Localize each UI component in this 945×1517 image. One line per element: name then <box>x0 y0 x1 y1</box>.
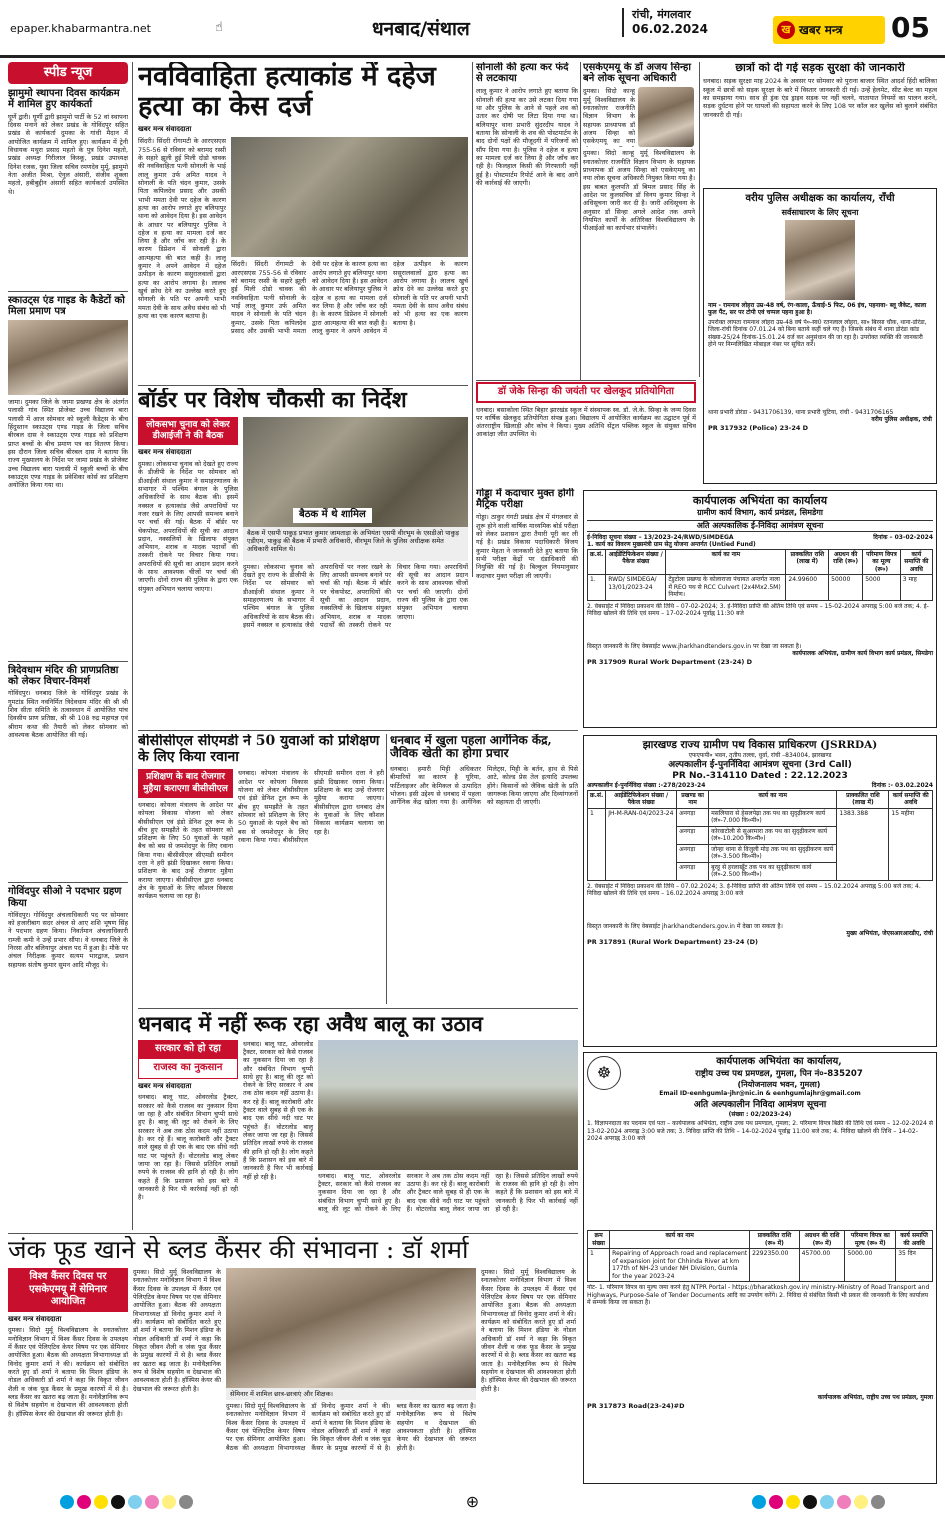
police-phones: थाना प्रभारी डोरंडा - 9431706139, थाना प्रभारी चुटिया, रांची - 9431706165 <box>708 408 894 416</box>
table-header: आईडेंटिफिकेशन संख्या / पैकेज संख्या <box>606 790 677 808</box>
nh-notice-title: कार्यपालक अभियंता का कार्यालय, <box>716 1056 842 1068</box>
divider <box>8 661 128 662</box>
table-cell: 2292350.00 <box>750 1249 799 1282</box>
nh-notice-signature: कार्यपालक अभियंता, राष्ट्रीय उच्च पथ प्रमंडल, गुमला <box>817 1394 933 1402</box>
sand-text-more: धनबाद। बालू घाट, ओवरलोड ट्रैक्टर, सरकार को कैसे राजस्व का नुकसान दिया जा रहा है और संबंधित विभाग चुप्पी साधे हुए है। बालू की लूट को रोकने के लिए सरकार ने अब तक ठोस कदम नहीं उठाया है। कर रहे हैं। बालू कारोबारी और ट्रैक्टर वाले सुबह से ही एक के बाद एक सीधे नदी घाट पर पहुंचते हैं। वोटरलोड बालू लेकर जाया जा रहा है। जिससे प्रतिदिन लाखों रुपये के राजस्व की हानि हो रही है। लोग कहते हैं कि प्रशासन को इस बारे में जानकारी है फिर भी कार्रवाई नहीं हो रही है। <box>318 1171 578 1213</box>
speed-news-headline: गोविंदपुर सीओ ने पदभार ग्रहण किया <box>8 886 122 909</box>
rural-notice-dept: ग्रामीण कार्य विभाग, कार्य प्रमंडल, सिमडेगा <box>697 507 823 517</box>
ajay-headline: एसकेएमयू के डॉ अजय सिन्हा बने लोक सूचना अधिकारी <box>583 62 691 85</box>
lead-headline: नवविवाहिता हत्याकांड में दहेज हत्या का केस दर्ज <box>138 62 436 123</box>
sand-text: धनबाद। बालू घाट, ओवरलोड ट्रैक्टर, सरकार को कैसे राजस्व का नुकसान दिया जा रहा है और संबंधित विभाग चुप्पी साधे हुए है। बालू की लूट को रोकने के लिए सरकार ने अब तक ठोस कदम नहीं उठाया है। कर रहे हैं। बालू कारोबारी और ट्रैक्टर वाले सुबह से ही एक के बाद एक सीधे नदी घाट पर पहुंचते हैं। वोटरलोड बालू लेकर जाया जा रहा है। जिससे प्रतिदिन लाखों रुपये के राजस्व की हानि हो रही है। लोग कहते हैं कि प्रशासन को इस बारे में जानकारी है फिर भी कार्रवाई नहीं हो रही है। <box>138 1093 238 1202</box>
lead-story <box>138 62 468 382</box>
table-cell: टेंडुटोला प्रखण्ड के कोलाराजा पंचायत अन्तर्गत नाला में REO पथ से RCC Culvert (2x4Mx2.5M) निर्माण। <box>666 575 786 601</box>
table-cell: अनगड़ा <box>677 826 709 844</box>
table-cell: RWD/ SIMDEGA/ 13/01/2023-24 <box>606 575 666 601</box>
column-rule <box>472 62 473 577</box>
junk-food-story <box>8 1236 578 1484</box>
column-rule <box>699 62 700 377</box>
table-row <box>588 808 933 826</box>
jsrrda-address: एफएफपी० भवन, तृतीय तल्ला, धुर्वा, रांची –834004, झारखण्ड <box>688 752 832 760</box>
organic-story <box>390 734 578 1004</box>
ajay-text: दुमका। सिदो कान्हू मुर्मू विश्वविद्यालय के स्नातकोत्तर राजनीति विज्ञान विभाग के सहायक प्राध्यापक डॉ अजय सिन्हा को एसकेएमयू का नया लोक सूचना अधिकारी नियुक्त किया गया है। इस बाबत कुलपति डॉ बिमल प्रसाद सिंह के आदेश पर कुलसचिव डॉ विनय कुमार सिन्हा ने अधिसूचना जारी कर दी है। जारी अधिसूचना के अनुसार डॉ सिन्हा अगले आदेश तक अपने नियमित कार्यों के अतिरिक्त विश्वविद्यालय के पीआईओ का कार्यभार संभालेंगे। <box>583 149 695 233</box>
border-meeting-photo <box>243 417 468 527</box>
table-cell: अनगड़ा <box>677 808 709 826</box>
junk-food-headline: जंक फूड खाने से ब्लड कैंसर की संभावना : डॉ शर्मा <box>8 1236 469 1264</box>
nh-notice-call: अति अल्पकालीन निविदा आमंत्रण सूचना <box>693 1099 827 1110</box>
table-cell: 3 माह <box>900 575 932 601</box>
site-url[interactable]: epaper.khabarmantra.net <box>10 22 151 35</box>
speed-news-headline: त्रिदेवधाम मंदिर की प्राणप्रतिष्ठा को लेकर विचार-विमर्श <box>8 665 119 688</box>
road-safety-story <box>703 62 937 182</box>
sand-text-continued: धनबाद। बालू घाट, ओवरलोड ट्रैक्टर, सरकार को कैसे राजस्व का नुकसान दिया जा रहा है और संबंधित विभाग चुप्पी साधे हुए है। बालू की लूट को रोकने के लिए सरकार ने अब तक ठोस कदम नहीं उठाया है। कर रहे हैं। बालू कारोबारी और ट्रैक्टर वाले सुबह से ही एक के बाद एक सीधे नदी घाट पर पहुंचते हैं। वोटरलोड बालू लेकर जाया जा रहा है। जिससे प्रतिदिन लाखों रुपये के राजस्व की हानि हो रही है। लोग कहते हैं कि प्रशासन को इस बारे में जानकारी है फिर भी कार्रवाई नहीं हो रही है। <box>243 1039 313 1181</box>
junk-food-text-continued: दुमका। सिदो मुर्मू विश्वविद्यालय के स्नातकोत्तर मनोविज्ञान विभाग में विश्व कैंसर दिवस के उपलक्ष्य में कैंसर एवं पेलिएटिव केयर विषय पर एक सेमिनार आयोजित हुआ। बैठक की अध्यक्षता विभागाध्यक्ष डॉ विनोद कुमार शर्मा ने की। कार्यक्रम को संबोधित करते हुए डॉ शर्मा ने बताया कि मिशन इंडिया के नोडल अधिकारी डॉ शर्मा ने कहा कि विकृत जीवन शैली व जंक फूड कैंसर के प्रमुख कारणों में से है। ब्लड कैंसर का खतरा बढ़ जाता है। मनोवैज्ञानिक रूप से विशेष सहयोग व देखभाल की आवश्यकता होती है। हॉस्पिस केयर की देखभाल की जरूरत होती है। <box>133 1268 221 1393</box>
jsrrda-tender-notice <box>583 735 937 1047</box>
table-cell: 24.99600 <box>786 575 829 601</box>
sand-byline: खबर मन्त्र संवाददाता <box>138 1081 192 1090</box>
rural-notice-scheme: 1. कार्य का विवरण मुख्यमंत्री ग्राम सेतु योजना अन्तर्गत (Untied Fund) <box>587 541 756 549</box>
nh-notice-dept2: (नियोजनालय भवन, गुमला) <box>737 1079 821 1089</box>
ajay-text-lead: दुमका। सिदो कान्हू मुर्मू विश्वविद्यालय के स्नातकोत्तर राजनीति विज्ञान विभाग के सहायक प्राध्यापक डॉ अजय सिन्हा को एसकेएमयू का नया <box>583 87 635 146</box>
table-header: प्राक्कलित राशि (लाख में) <box>786 549 829 575</box>
table-header: क्र.सं. <box>588 549 606 575</box>
table-cell: 45700.00 <box>799 1249 845 1282</box>
speed-news-text: गोविंदपुर। धनबाद जिले के गोविंदपुर प्रखंड के गुमटांड स्थित नवनिर्मित त्रिदेवधाम मंदिर की श्री श्री शिव सीता समिति के तत्वावधान में आयोजित पांच दिवसीय प्राण प्रतिष्ठा, श्री श्री 108 रुद्र महायज्ञ एवं श्रीराम कथा की तैयारी को लेकर सोमवार को आवश्यक बैठक आयोजित की गई। <box>8 689 128 740</box>
column-rule <box>386 734 387 1004</box>
table-cell: 1383.388 <box>837 808 889 880</box>
nh-notice-schedule: 1. विज्ञापनदाता का पदनाम एवं पता – कार्यपालक अभियंता, राष्ट्रीय उच्च पथ प्रमण्डल, गुमला; 2. परिमाण विपत्र बिक्री की तिथि एवं समय – 12-02-2024 से 13-02-2024 अपराह्न 3:00 बजे तक; 3. निविदा प्राप्ति की तिथि – 14-02-2024 पूर्वाह्न 11:00 बजे तक; 4. निविदा खोलने की तिथि – 14-02-2024 अपराह्न 3:00 बजे <box>587 1120 933 1143</box>
table-header: आईडेंटिफिकेशन संख्या / पैकेज संख्या <box>606 549 666 575</box>
table-header-row <box>588 1231 933 1249</box>
jk-sinha-text: धनबाद। बसाकोला स्थित बिहार झारखंड स्कूल में संस्थापक स्व. डॉ. जे.के. सिन्हा के जन्म दिवस पर वार्षिक खेलकूद प्रतियोगिता संपन्न हुआ। विद्यालय में आयोजित कार्यक्रम का उद्घाटन पूर्व में अंतरराष्ट्रीय खिलाड़ी और कोच ने किया। मुख्य अतिथि सेंट्रल पब्लिक स्कूल के संयुक्त सचिव आकांक्षा जीत उपस्थित थे। <box>476 405 696 439</box>
lead-byline: खबर मन्त्र संवाददाता <box>138 125 192 134</box>
jsrrda-call: अल्पकालीन ई-पुनर्निविदा आमंत्रण सूचना (3rd Call) <box>668 759 852 770</box>
organic-text: धनबाद। हमारी मिट्टी अधिकतर बीमारियों का कारण है यूरिया, फर्टिलाइजर और केमिकल से उत्पादित भोजन। इसी उद्देश्य से धनबाद में पहला आर्गेनिक केंद्र खोला गया है। आर्गेनिक मिलेट्स, मिट्टी के बर्तन, हाथ से पिसे आटे, कोल्ड प्रेस तेल इत्यादि उपलब्ध होंगे। किसानों को जैविक खेती के प्रति जागरूक किया जाएगा और दिव्यांगजनों को सहायता दी जाएगी। <box>390 764 578 807</box>
table-row <box>588 575 933 601</box>
speed-news-headline: झामुमो स्थापना दिवस कार्यक्रम में शामिल हुए कार्यकर्ता <box>8 88 120 111</box>
speed-news-text: गोविंदपुर। गोविंदपुर अंचलाधिकारी पद पर सोमवार को हजारीबाग सदर अंचल से आए शशि भूषण सिंह ने पदभार ग्रहण किया। निवर्तमान अंचलाधिकारी राम्जी कमी ने उन्हें प्रभार सौंपा। वे धनबाद जिले के निरसा और बलियापुर अंचल पद में हुआ है। मौके पर अंचल निरीक्षक कुमार सत्यम भारद्वाज, प्रधान सहायक संतोष कुमार सुमन आदि मौजूद थे। <box>8 910 128 969</box>
sand-story <box>138 1012 578 1230</box>
nh-notice-pr: PR 317873 Road(23-24)#D <box>587 1401 685 1410</box>
table-cell: 1 <box>588 808 606 880</box>
scouts-photo <box>8 320 128 395</box>
row-rule <box>8 1233 578 1234</box>
jsrrda-date: दिनांक :- 03.02.2024 <box>871 782 933 790</box>
speed-news-column <box>8 62 128 1232</box>
jsrrda-dates: 2. वेबसाईट में निविदा प्रकाशन की तिथि – 07.02.2024; 3. ई-निविदा प्राप्ति की अंतिम तिथि एवं समय – 15.02.2024 अपराह्न 5:00 बजे तक; 4. निविदा खोलने की तिथि एवं समय – 16.02.2024 अपराह्न 3:00 बजे <box>587 882 921 898</box>
table-cell: कोरवाटोली से सुअरमारा तक पथ का सुदृढ़ीकरण कार्य (लं०-10.200 कि०मी०) <box>709 826 837 844</box>
table-cell: मसलियारा से हेसलपेढ़ा तक पथ का सुदृढ़ीकरण कार्य (लं०-7.000 कि०मी०) <box>709 808 837 826</box>
page-number: 05 <box>891 11 930 44</box>
ajay-portrait <box>638 87 694 147</box>
table-cell: 5000.00 <box>845 1249 896 1282</box>
police-notice-subtitle: सर्वसाधारण के लिए सूचना <box>781 207 859 217</box>
rural-notice-dates: 2. वेबसाईट में निविदा प्रकाशन की तिथि – 07-02-2024; 3. ई-निविदा प्राप्ति की अंतिम तिथि एवं समय – 15-02-2024 अपराह्न 5:00 बजे तक; 4. ई-निविदा खोलने की तिथि एवं समय – 17-02-2024 पूर्वाह्न 11:30 बजे <box>587 602 929 618</box>
sand-subheadline-2: राजस्व का नुकसान <box>138 1058 238 1079</box>
jsrrda-website[interactable]: विस्तृत जानकारी के लिए वेबसाईट jharkhandtenders.gov.in में देखा जा सकता है। <box>587 922 783 930</box>
sonali-story <box>476 62 578 380</box>
border-subheadline: लोकसभा चुनाव को लेकर डीआईजी ने की बैठक <box>138 417 238 446</box>
table-header: कार्य का नाम <box>709 790 837 808</box>
sand-subheadline-1: सरकार को हो रहा <box>138 1040 238 1059</box>
divider <box>8 882 128 883</box>
city-day: रांची, मंगलवार <box>632 8 691 21</box>
jk-sinha-headline: डॉ जेके सिन्हा की जयंती पर खेलकूद प्रतियोगिता <box>476 382 696 403</box>
police-pr-number: PR 317932 (Police) 23-24 D <box>708 423 809 432</box>
table-cell: 5000 <box>863 575 901 601</box>
seminar-caption: सेमिनार में शामिल छात्र-छात्राएं और शिक्षक। <box>226 1388 476 1400</box>
jsrrda-table <box>587 790 933 881</box>
table-cell: Repairing of Approach road and replacement of expansion joint for Chhinda River at km 177th of NH-23 under NH Division, Gumla for the year 2023-24 <box>610 1249 750 1282</box>
godda-story <box>476 488 578 728</box>
table-cell: 1 <box>588 1249 610 1282</box>
jsrrda-pr-no: PR No.-314110 Dated : 22.12.2023 <box>672 770 848 781</box>
table-header-row <box>588 549 933 575</box>
table-header: प्राक्कलित राशि (लाख में) <box>837 790 889 808</box>
speed-news-item <box>8 665 128 879</box>
ajay-story <box>583 62 695 380</box>
table-header: कार्य का नाम <box>666 549 786 575</box>
lead-text-continued: सिंदरी। सिंदरी रोंगामटी के आरएसएस 755-56 से रविवार को बरामद रस्सी के सहारे झूली हुई मिली दोडो चावक की नवविवाहिता पत्नी सोनाली के भाई लालू कुमार उर्फ अमित यादव ने सोनाली के पति चंदन कुमार, उसके पिता कपिलदेव प्रसाद और उसकी भाभी ममता देवी पर दहेज के कारण हत्या का आरोप लगाते हुए बलियापुर थाना को आवेदन दिया है। इस आवेदन के आधार पर बलियापुर पुलिस ने दहेज व हत्या का मामला दर्ज कर लिया है और जाँच कर रही है। के कारण डिप्रेशन में सोनाली द्वारा आत्महत्या की बात कही है। लालू कुमार ने अपने आवेदन में दहेज उत्पीड़न के कारण ससुरालवालों द्वारा हत्या का आरोप लगाया है। लालच खुर्च क्रोध देने का उल्लेख करते हुए सोनाली के पति पर अपनी भाभी ममता देवी के साथ अवैध संबंध को भी हत्या का एक कारण बताया है। <box>231 260 468 335</box>
jsrrda-ref: अल्पकालीन ई-पुनर्निविदा संख्या :-278/2023-24 <box>587 782 706 790</box>
nh-notice-ref: (संख्या : 02/2023-24) <box>728 1110 792 1118</box>
column-rule <box>580 62 581 380</box>
junk-food-subheadline: विश्व कैंसर दिवस पर एसकेएमयू में सेमिनार आयोजित <box>8 1268 128 1312</box>
date-box <box>622 8 762 37</box>
speed-news-item <box>8 295 128 658</box>
organic-headline: धनबाद में खुला पहला आर्गेनिक केंद्र, जैविक खेती का होगा प्रचार <box>390 734 552 761</box>
jsrrda-pr: PR 317891 (Rural Work Department) 23-24 (D) <box>587 937 759 946</box>
border-photo-caption: बैठक में एसपी पाकुड़ प्रभात कुमार जामताड़ा के अभियंता एसपी वीरभूम के एसडीओ पाकुड़ एडीएम, पाकुड़ की बैठक में प्रभारी अधिकारी, वीरभूम जिले के पुलिस अधीक्षक समेत अधिकारी शामिल थे। <box>243 527 468 561</box>
speed-news-text: घूर्णे द्वारी। घूर्णी द्वारी झामुमो पार्टी के 52 वां स्थापना दिवस मनाने को लेकर प्रखंड के गोविंदपुर सहित प्रखंड से कार्यकर्ता दुमका के गांधी मैदान में आयोजित कार्यक्रम में शामिल हुए। कार्यक्रम में ट्रेनी विधायक मथुरा प्रसाद महतो के पुत्र दिनेश महतो, प्रखंड अध्यक्ष गिरीलाल किस्कू, प्रखंड उपाध्यक्ष दिनेश रजक, युवा जिला सचिव रमणदेव मुर्मू, झामुमो नेता अजीत मिश्रा, ऐनुल अंसारी, संजीव शुक्ला महतो, हबीबुद्दीन अंसारी सहित कार्यकर्ता उपस्थित थे। <box>8 112 128 196</box>
print-registration-bar <box>0 1487 945 1517</box>
border-byline: खबर मन्त्र संवाददाता <box>138 448 192 457</box>
speed-news-item <box>8 886 128 1070</box>
row-rule <box>138 1008 578 1009</box>
table-cell: 50000 <box>829 575 863 601</box>
junk-food-text: दुमका। सिदो मुर्मू विश्वविद्यालय के स्नातकोत्तर मनोविज्ञान विभाग में विश्व कैंसर दिवस के उपलक्ष्य में कैंसर एवं पेलिएटिव केयर विषय पर एक सेमिनार आयोजित हुआ। बैठक की अध्यक्षता विभागाध्यक्ष डॉ विनोद कुमार शर्मा ने की। कार्यक्रम को संबोधित करते हुए डॉ शर्मा ने बताया कि मिशन इंडिया के नोडल अधिकारी डॉ शर्मा ने कहा कि विकृत जीवन शैली व जंक फूड कैंसर के प्रमुख कारणों में से है। ब्लड कैंसर का खतरा बढ़ जाता है। मनोवैज्ञानिक रूप से विशेष सहयोग व देखभाल की आवश्यकता होती है। हॉस्पिस केयर की देखभाल की जरूरत होती है। <box>8 1326 128 1418</box>
sand-headline: धनबाद में नहीं रूक रहा अवैध बालू का उठाव <box>138 1012 483 1036</box>
jsrrda-title: झारखण्ड राज्य ग्रामीण पथ विकास प्राधिकरण (JSRRDA) <box>642 739 878 751</box>
speed-news-headline: स्काउट्स एंड गाइड के कैडेटों को मिला प्रमाण पत्र <box>8 294 125 317</box>
border-story <box>138 388 468 713</box>
police-notice <box>703 188 937 484</box>
color-strip-left <box>60 1495 193 1509</box>
lead-photo <box>231 137 468 257</box>
rural-tender-table <box>587 549 933 601</box>
table-cell: अनगड़ा <box>677 844 709 862</box>
rural-tender-notice <box>583 490 937 728</box>
row-rule <box>476 380 696 381</box>
bccl-headline: बीसीसीएल सीएमडी ने 50 युवाओं को प्रशिक्षण के लिए किया रवाना <box>138 734 380 765</box>
color-strip-right <box>752 1495 885 1509</box>
table-cell: बुरहू से हरलाखूँट तक पथ का सुदृढ़ीकरण कार्य (लं०-2.500 कि०मी०) <box>709 862 837 880</box>
speed-news-badge: स्पीड न्यूज <box>8 62 128 84</box>
table-header: परिमाण विपत्र का मूल्य (रू० में) <box>845 1231 896 1249</box>
godda-headline: गोड्डा में कदाचार मुक्त होगी मैट्रिक परीक्षा <box>476 488 574 511</box>
divider <box>8 291 128 292</box>
nh-notice-notes: नोट- 1. परिमाण विपत्र का मूल्य जमा करने हेतु NTPR Portal - https://bharatkosh.gov.in/ ministry-Ministry of Road Transport and Highways, Purpose-Sale of Tender Documents आदि का उपयोग करेंगे। 2. निविदा से संबंधित किसी भी प्रकार की जानकारी के लिए कार्यालय में सम्पर्क किया जा सकता है। <box>587 1284 930 1307</box>
table-header: कार्य का नाम <box>610 1231 750 1249</box>
rural-notice-signature: कार्यपालक अभियंता, ग्रामीण कार्य विभाग कार्य प्रमंडल, सिमडेगा <box>792 650 933 658</box>
newspaper-logo <box>773 16 885 44</box>
row-rule <box>138 730 578 731</box>
emblem-icon: ☸ <box>587 1056 621 1090</box>
police-notice-title: वरीय पुलिस अधीक्षक का कार्यालय, राँची <box>745 193 895 204</box>
road-safety-text: धनबाद। सड़क सुरक्षा माह 2024 के अवसर पर सोमवार को पुराना बाजार स्थित आदर्श हिंदी बालिका स्कूल में छात्रों को सड़क सुरक्षा के बारे में विस्तार जानकारी दी गई। उन्हें हेलमेट, सीट बेल्ट का महत्व का समझाया गया। साथ ही ड्रंक एंड ड्राइव सड़क पर नहीं चलने, यातायात नियमों का पालन करने, सड़क दुर्घटना होने पर घायलों की सहायता करने के लिए 108 पर कॉल कर खुलेंस को बुलाने संबंधित जानकारी दी गई। <box>703 77 937 119</box>
sand-tractor-photo <box>318 1040 578 1170</box>
police-signature: वरीय पुलिस अधीक्षक, रांची <box>871 416 932 423</box>
table-header: परिमाण विपत्र का मूल्य (रू०) <box>863 549 901 575</box>
junk-food-byline: खबर मन्त्र संवाददाता <box>8 1314 62 1323</box>
table-header: कार्य समाप्ति की अवधि <box>900 549 932 575</box>
nh-tender-notice <box>583 1052 937 1484</box>
missing-person-details: नाम - रामनाथ लोहरा उम्र-48 वर्ष, रंग-काला, ऊँचाई-5 फिट, 06 इंच, पहनावा- ब्लू जैकेट, काला फुल पैंट, सर पर टोपी एवं चप्पल पहना हुआ है। <box>708 301 927 316</box>
rural-notice-title: कार्यपालक अभियंता का कार्यालय <box>692 494 828 507</box>
issue-date: 06.02.2024 <box>632 21 708 36</box>
road-safety-headline: छात्रों को दी गई सड़क सुरक्षा की जानकारी <box>735 62 905 74</box>
missing-person-photo <box>785 220 855 300</box>
table-header: कार्य समाप्ति की अवधि <box>896 1231 933 1249</box>
border-text: दुमका। लोकसभा चुनाव को देखते हुए राज्य के डीजीपी के निर्देश पर सोमवार को डीआईजी संथाल कुमार ने समाहरणालय के सभागार में पश्चिम बंगाल के पुलिस अधिकारियों के साथ बैठक की। इसमें नक्सल व हत्याकांड जैसे अपराधियों पर नजर रखने के लिए आपसी समन्वय बनाने पर चर्चा की गई। बैठक में बॉर्डर पर चेकपोस्ट, अपराधियों की सूची का आदान प्रदान, नक्सलियों के खिलाफ संयुक्त अभियान, शराब व मादक पदार्थों की तस्करी रोकने पर विचार किया गया। अपराधियों की सूची का आदान प्रदान करने के साथ आवश्यक चीजों पर चर्चा की जाएगी। दोनों राज्य की पुलिस के द्वारा एक संयुक्त अभियान चलाया जाएगा। <box>138 459 238 593</box>
godda-text: गोड्डा। ठाकुर गंगटी प्रखंड क्षेत्र में मंगलवार से शुरू होने वाली वार्षिक माध्यमिक बोर्ड परीक्षा को लेकर प्रशासन द्वारा तैयारी पूरी कर ली गई है। प्रखंड विकास पदाधिकारी विजय कुमार मेहता ने जानकारी देते हुए बताया कि सभी परीक्षा केंद्रों पर दंडाधिकारी की नियुक्ति की गई है। बिल्कुल नियमानुसार कदाचार मुक्त परीक्षा ली जाएगी। <box>476 513 578 580</box>
table-cell: जोन्हा थाना से विजुली मोड़ तक पथ का सुदृढ़ीकरण कार्य (लं०-3.500 कि०मी०) <box>709 844 837 862</box>
police-notice-text: उपरोक्त लापता रामनाथ लोहरा उम्र-48 वर्ष पे०-स्व0 रतनलाल लोहरा, सा० बिरसा चौक, थाना-डोरंडा, जिला-रांची दिनांक 07.01.24 को बिना बताये कहीं चले गए हैं। जिसके संबंध में थाना डोरंडा कांड संख्या-25/24 दिनांक-15.01.24 दर्ज कर अनुसंधान की जा रहा है। उपरोक्त व्यक्ति की जानकारी होने पर निम्नलिखित मोबाइल नंबर पर सूचित करें। <box>708 318 927 348</box>
table-header-row <box>588 790 933 808</box>
nh-notice-email[interactable]: Email ID-eenhgumla-jhr@nic.in & eenhgumlajhr@gmail.com <box>659 1090 861 1097</box>
sonali-text: लालू कुमार ने आरोप लगाते हुए बताया कि सोनाली की हत्या कर उसे लटका दिया गया था और पुलिस के आने से पहले शव को उतार कर दोषी पर लिटा दिया गया था। बलियापुर थाना प्रभारी सुंदरदीप यादव ने बताया कि सोनाली के शव की पोस्टमार्टम के बाद दोनों पक्षों की मौजूदगी में परिजनों को सौंप दिया गया है। पुलिस ने दहेज व हत्या का मामला दर्ज कर लिया है और जाँच कर रही है। फिलहाल किसी की गिरफ्तारी नहीं हुई है। पोस्टमार्टम रिपोर्ट आने के बाद आगे की कार्रवाई की जाएगी। <box>476 87 578 187</box>
lead-text: सिंदरी। सिंदरी रोंगामटी के आरएसएस 755-56 से रविवार को बरामद रस्सी के सहारे झूली हुई मिली दोडो चावक की नवविवाहिता पत्नी सोनाली के भाई लालू कुमार उर्फ अमित यादव ने सोनाली के पति चंदन कुमार, उसके पिता कपिलदेव प्रसाद और उसकी भाभी ममता देवी पर दहेज के कारण हत्या का आरोप लगाते हुए बलियापुर थाना को आवेदन दिया है। इस आवेदन के आधार पर बलियापुर पुलिस ने दहेज व हत्या का मामला दर्ज कर लिया है और जाँच कर रही है। के कारण डिप्रेशन में सोनाली द्वारा आत्महत्या की बात कही है। लालू कुमार ने अपने आवेदन में दहेज उत्पीड़न के कारण ससुरालवालों द्वारा हत्या का आरोप लगाया है। लालच खुर्च क्रोध देने का उल्लेख करते हुए सोनाली के पति पर अपनी भाभी ममता देवी के साथ अवैध संबंध को भी हत्या का एक कारण बताया है। <box>138 137 226 321</box>
cursor-icon: ☝ <box>215 20 223 35</box>
column-rule <box>132 62 133 1230</box>
bccl-story <box>138 734 384 1004</box>
rural-notice-call: अति अल्पकालिक ई-निविदा आमंत्रण सूचना <box>587 520 933 532</box>
table-header: अग्रधन की राशि (रू०) <box>829 549 863 575</box>
table-header: क्रम संख्या <box>588 1231 610 1249</box>
seminar-photo <box>226 1268 476 1388</box>
table-header: अग्रधन की राशि (रू० में) <box>799 1231 845 1249</box>
junk-food-text-more: दुमका। सिदो मुर्मू विश्वविद्यालय के स्नातकोत्तर मनोविज्ञान विभाग में विश्व कैंसर दिवस के उपलक्ष्य में कैंसर एवं पेलिएटिव केयर विषय पर एक सेमिनार आयोजित हुआ। बैठक की अध्यक्षता विभागाध्यक्ष डॉ विनोद कुमार शर्मा ने की। कार्यक्रम को संबोधित करते हुए डॉ शर्मा ने बताया कि मिशन इंडिया के नोडल अधिकारी डॉ शर्मा ने कहा कि विकृत जीवन शैली व जंक फूड कैंसर के प्रमुख कारणों में से है। ब्लड कैंसर का खतरा बढ़ जाता है। मनोवैज्ञानिक रूप से विशेष सहयोग व देखभाल की आवश्यकता होती है। हॉस्पिस केयर की देखभाल की जरूरत होती है। <box>226 1402 476 1452</box>
sonali-headline: सोनाली की हत्या कर फंदे से लटकाया <box>476 62 569 85</box>
border-text-continued: दुमका। लोकसभा चुनाव को देखते हुए राज्य के डीजीपी के निर्देश पर सोमवार को डीआईजी संथाल कुमार ने समाहरणालय के सभागार में पश्चिम बंगाल के पुलिस अधिकारियों के साथ बैठक की। इसमें नक्सल व हत्याकांड जैसे अपराधियों पर नजर रखने के लिए आपसी समन्वय बनाने पर चर्चा की गई। बैठक में बॉर्डर पर चेकपोस्ट, अपराधियों की सूची का आदान प्रदान, नक्सलियों के खिलाफ संयुक्त अभियान, शराब व मादक पदार्थों की तस्करी रोकने पर विचार किया गया। अपराधियों की सूची का आदान प्रदान करने के साथ आवश्यक चीजों पर चर्चा की जाएगी। दोनों राज्य की पुलिस के द्वारा एक संयुक्त अभियान चलाया जाएगा। <box>243 562 468 629</box>
registration-mark-icon: ⊕ <box>465 1492 480 1511</box>
table-header: कार्य समाप्ति की अवधि <box>889 790 933 808</box>
logo-text: खबर मन्त्र <box>799 22 843 37</box>
table-header: प्राक्कलित राशि (रू० में) <box>750 1231 799 1249</box>
table-cell: JH-M-RAN-04/2023-24 <box>606 808 677 880</box>
nh-tender-table <box>587 1230 933 1282</box>
table-cell: 35 दिन <box>896 1249 933 1282</box>
table-row <box>588 1249 933 1282</box>
table-cell: 15 महीना <box>889 808 933 880</box>
row-rule <box>138 385 468 386</box>
rural-notice-ref: ई-निविदा सूचना संख्या – 13/2023-24/RWD/SIMDEGA <box>587 533 734 541</box>
jsrrda-signature: मुख्य अभियंता, जेएसआरआरडीए, रांची <box>846 930 933 938</box>
bccl-subheadline: प्रशिक्षण के बाद रोजगार मुहैया कराएगा बीसीसीएल <box>138 769 233 798</box>
rural-notice-website[interactable]: विस्तृत जानकारी के लिए वेबसाईट www.jharkhandtenders.gov.in पर देखा जा सकता है। <box>587 642 802 650</box>
border-headline: बॉर्डर पर विशेष चौकसी का निर्देश <box>138 388 407 413</box>
table-cell: 1. <box>588 575 606 601</box>
photo-label: बैठक में थे शामिल <box>293 508 372 523</box>
junk-food-text-end: दुमका। सिदो मुर्मू विश्वविद्यालय के स्नातकोत्तर मनोविज्ञान विभाग में विश्व कैंसर दिवस के उपलक्ष्य में कैंसर एवं पेलिएटिव केयर विषय पर एक सेमिनार आयोजित हुआ। बैठक की अध्यक्षता विभागाध्यक्ष डॉ विनोद कुमार शर्मा ने की। कार्यक्रम को संबोधित करते हुए डॉ शर्मा ने बताया कि मिशन इंडिया के नोडल अधिकारी डॉ शर्मा ने कहा कि विकृत जीवन शैली व जंक फूड कैंसर के प्रमुख कारणों में से है। ब्लड कैंसर का खतरा बढ़ जाता है। मनोवैज्ञानिक रूप से विशेष सहयोग व देखभाल की आवश्यकता होती है। हॉस्पिस केयर की देखभाल की जरूरत होती है। <box>481 1268 576 1393</box>
section-title: धनबाद/संथाल <box>372 18 470 40</box>
nh-notice-dept: राष्ट्रीय उच्च पथ प्रमण्डल, गुमला, पिन नं०-835207 <box>695 1068 863 1079</box>
rural-notice-date: दिनांक – 03-02-2024 <box>873 533 933 541</box>
jk-sinha-story <box>476 382 696 480</box>
masthead <box>0 0 945 58</box>
bccl-text: धनबाद। कोयला मंत्रालय के आदेश पर कोयला विकास योजना को लेकर बीसीसीएल एवं इंडो डेनिश टूल रूम के बीच हुए समझौते के तहत सोमवार को प्रशिक्षण के लिए 50 युवाओं के पहले बैच को बस से जमशेदपुर के लिए रवाना किया गया। बीसीसीएल सीएमडी समीरन दत्ता ने हरी झंडी दिखाकर रवाना किया। प्रशिक्षण के बाद उन्हें रोजगार मुहैया कराया जाएगा। बीसीसीएल द्वारा धनबाद क्षेत्र के युवाओं के लिए कौशल विकास कार्यक्रम चलाया जा रहा है। <box>138 800 233 901</box>
table-header: प्रखण्ड का नाम <box>677 790 709 808</box>
logo-mark-icon: ख <box>777 21 795 39</box>
speed-news-item <box>8 88 128 287</box>
table-header: क्र.सं. <box>588 790 606 808</box>
rural-notice-pr: PR 317909 Rural Work Department (23-24) D <box>587 657 753 666</box>
table-cell: अनगड़ा <box>677 862 709 880</box>
bccl-text-continued: धनबाद। कोयला मंत्रालय के आदेश पर कोयला विकास योजना को लेकर बीसीसीएल एवं इंडो डेनिश टूल रूम के बीच हुए समझौते के तहत सोमवार को प्रशिक्षण के लिए 50 युवाओं के पहले बैच को बस से जमशेदपुर के लिए रवाना किया गया। बीसीसीएल सीएमडी समीरन दत्ता ने हरी झंडी दिखाकर रवाना किया। प्रशिक्षण के बाद उन्हें रोजगार मुहैया कराया जाएगा। बीसीसीएल द्वारा धनबाद क्षेत्र के युवाओं के लिए कौशल विकास कार्यक्रम चलाया जा रहा है। <box>238 769 384 844</box>
speed-news-text: जामा। दुमका जिले के जामा प्रखण्ड क्षेत्र के अंतर्गत पलासी गांव स्थित प्रोजेक्ट उच्च विद्यालय बारा पलासी में आज सोमवार को स्कूली कैडेट्स के बीच हिंदुस्तान स्काउट्स एण्ड गाइड के जिला सचिव बीरबल दास ने स्काउट्स एण्ड गाइड को प्रशिक्षण प्राप्त बच्चों के बीच प्रमाण पत्र का वितरण किया। इस दौरान जिला सचिव बीरबल दास ने बताया कि राज्य मुख्यालय के निर्देश पर जामा प्रखंड के प्रोजेक्ट उच्च विद्यालय बारा पलासी में स्कूली बच्चों के बीच स्काउट्स एण्ड गाइड के प्रवेशिका कोर्स का प्रशिक्षण अयोजित किया गया था। <box>8 398 128 490</box>
